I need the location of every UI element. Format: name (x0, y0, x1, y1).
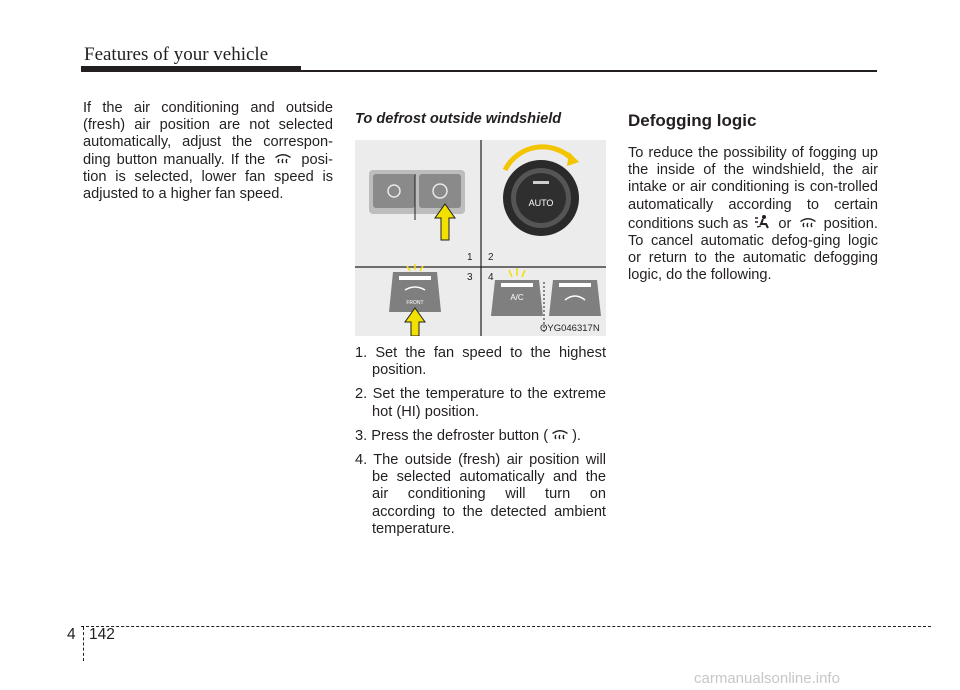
ac-label: A/C (510, 293, 524, 302)
page-number: 142 (89, 626, 115, 643)
header-bar (81, 66, 301, 72)
intro-text-2: posi-tion is selected, lower fan speed is adjusted to a higher fan speed. (83, 151, 334, 203)
intro-paragraph (83, 100, 333, 203)
defrost-steps (355, 345, 606, 545)
front-label: FRONT (406, 300, 424, 306)
recirculation-button (549, 280, 601, 316)
section-number: 4 (67, 626, 76, 643)
quadrant-label-1: 1 (467, 252, 473, 263)
defrost-icon (798, 216, 818, 230)
climate-control-figure (355, 140, 606, 336)
figure-illustration (355, 140, 606, 336)
defogging-heading: Defogging logic (628, 111, 757, 130)
defrost-heading: To defrost outside windshield (355, 111, 562, 127)
intro-text-1: If the air conditioning and outside (fresh) air position are not selected automatically, adjust the correspon-ding button manually. If the (83, 100, 333, 168)
knob-auto-label: AUTO (528, 198, 554, 208)
footer-rule (81, 626, 931, 627)
defogging-or: or (778, 215, 792, 232)
header-rule (301, 70, 877, 72)
figure-code: OYG046317N (540, 323, 600, 334)
footer-divider (83, 627, 85, 661)
defrost-icon (273, 152, 293, 166)
watermark: carmanualsonline.info (694, 670, 840, 687)
defogging-text-2: position. To cancel automatic defog-ging logic or return to the automatic defogging logic, do the following. (628, 215, 878, 284)
step-3-end: ). (572, 427, 581, 444)
step-2: 2. Set the temperature to the extreme hot (HI) position. (355, 386, 606, 420)
quadrant-label-4: 4 (488, 272, 494, 283)
quadrant-label-3: 3 (467, 272, 473, 283)
step-4: 4. The outside (fresh) air position will be selected automatically and the air conditioning will turn on according to the detected ambient temperature. (355, 452, 606, 537)
step-3 (355, 428, 606, 445)
step-3-text: 3. Press the defroster button ( (355, 427, 549, 444)
quadrant-label-2: 2 (488, 252, 494, 263)
defogging-text-1: To reduce the possibility of fogging up the inside of the windshield, the air intake or air conditioning is con-trolled automatically according to certain conditions such as (628, 145, 878, 232)
page-header-title: Features of your vehicle (84, 44, 269, 65)
step-1: 1. Set the fan speed to the highest position. (355, 345, 606, 379)
floor-defrost-icon (754, 214, 772, 230)
defrost-icon (550, 428, 570, 442)
defogging-paragraph (628, 145, 878, 285)
